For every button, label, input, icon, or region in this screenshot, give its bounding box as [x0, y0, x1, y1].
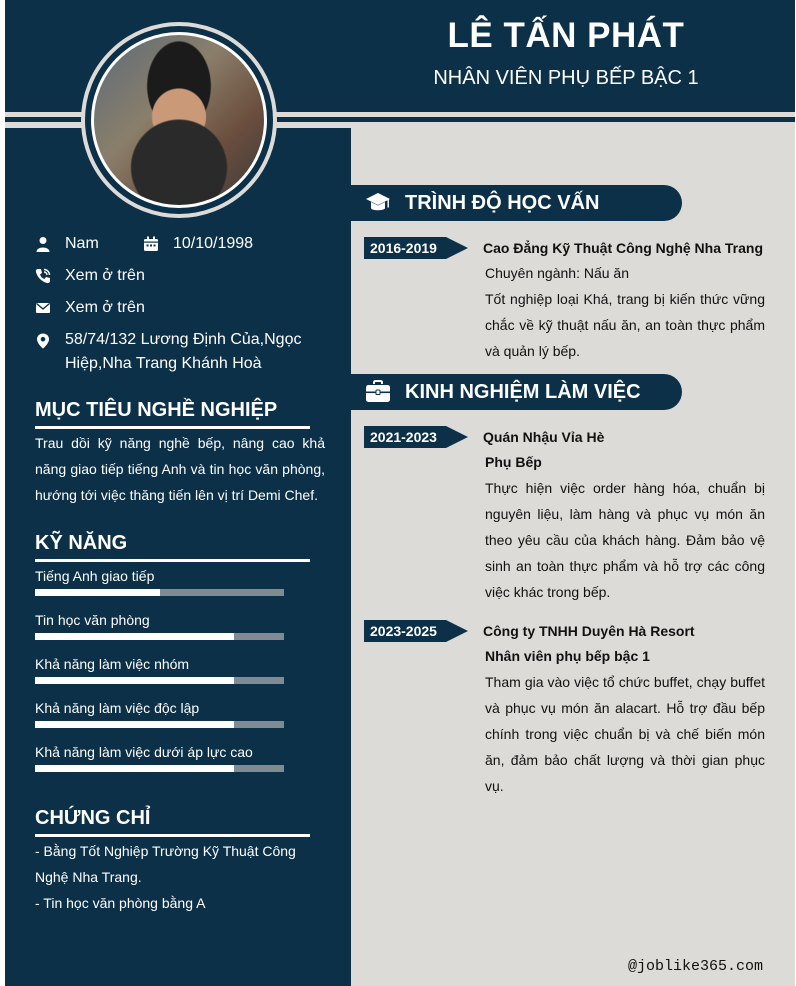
calendar-icon [143, 236, 159, 252]
avatar-frame [81, 22, 277, 218]
candidate-role: NHÂN VIÊN PHỤ BẾP BẬC 1 [433, 67, 699, 89]
gender-value: Nam [65, 235, 99, 252]
experience-banner [351, 374, 682, 410]
skill-bar-fill [35, 589, 160, 596]
birthday-value: 10/10/1998 [173, 235, 254, 252]
job-date: 2023-2025 [370, 623, 437, 639]
certificates-title: CHỨNG CHỈ [35, 807, 151, 829]
skill-name: Khả năng làm việc nhóm [35, 656, 190, 672]
education-title: TRÌNH ĐỘ HỌC VẤN [405, 192, 600, 214]
education-banner [351, 185, 682, 221]
skills-underline [35, 559, 310, 562]
avatar [91, 32, 267, 208]
experience-title: KINH NGHIỆM LÀM VIỆC [405, 381, 641, 403]
job-company: Công ty TNHH Duyên Hà Resort [483, 623, 695, 639]
certificate-item: - Tin học văn phòng bằng A [35, 895, 206, 911]
skill-bar-track [35, 765, 284, 772]
job-date-tag [364, 620, 468, 642]
skill-bar-track [35, 589, 284, 596]
education-description: Tốt nghiệp loại Khá, trang bị kiến thức vững chắc về kỹ thuật nấu ăn, an toàn thực phẩm và quản lý bếp. [485, 291, 765, 359]
education-date-tag [364, 237, 468, 259]
user-icon [35, 236, 51, 252]
briefcase-icon [365, 380, 391, 404]
email-value: Xem ở trên [65, 299, 145, 316]
certificate-item: - Bằng Tốt Nghiệp Trường Kỹ Thuật Công Nghệ Nha Trang. [35, 843, 296, 885]
cv-page [5, 0, 795, 986]
watermark-text: @joblike365.com [627, 958, 763, 975]
skill-bar-fill [35, 633, 234, 640]
phone-value: Xem ở trên [65, 267, 145, 284]
job-description: Thực hiện việc order hàng hóa, chuẩn bị nguyên liệu, làm hàng và phục vụ món ăn theo yêu cầu của khách hàng. Đảm bảo vệ sinh an toàn thực phẩm và hỗ trợ các công việc khác trong bếp. [485, 480, 765, 600]
skill-name: Tin học văn phòng [35, 612, 150, 628]
job-position: Nhân viên phụ bếp bậc 1 [485, 648, 650, 664]
job-date-tag [364, 426, 468, 448]
skill-name: Khả năng làm việc độc lập [35, 700, 200, 716]
objective-title: MỤC TIÊU NGHỀ NGHIỆP [35, 399, 278, 421]
education-date: 2016-2019 [370, 240, 437, 256]
skill-bar-fill [35, 765, 234, 772]
phone-icon [35, 268, 51, 284]
job-company: Quán Nhậu Vỉa Hè [483, 429, 605, 445]
skill-bar-fill [35, 721, 234, 728]
objective-text: Trau dồi kỹ năng nghề bếp, nâng cao khả năng giao tiếp tiếng Anh và tin học văn phòng, hướng tới việc thăng tiến lên vị trí Demi Chef. [35, 435, 325, 503]
job-position: Phụ Bếp [485, 454, 542, 470]
job-description: Tham gia vào việc tổ chức buffet, chạy buffet và phục vụ món ăn alacart. Hỗ trợ đầu bếp chính trong việc chuẩn bị và chế biến món ăn, đảm bảo chất lượng và thời gian phục vụ. [485, 674, 765, 794]
location-pin-icon [35, 333, 51, 349]
certificates-underline [35, 834, 310, 837]
skill-bar-track [35, 677, 284, 684]
objective-underline [35, 426, 310, 429]
skill-bar-track [35, 633, 284, 640]
job-date: 2021-2023 [370, 429, 437, 445]
skill-bar-track [35, 721, 284, 728]
skill-name: Khả năng làm việc dưới áp lực cao [35, 744, 253, 760]
education-school: Cao Đẳng Kỹ Thuật Công Nghệ Nha Trang [483, 240, 764, 256]
graduation-cap-icon [365, 191, 391, 215]
skills-title: KỸ NĂNG [35, 532, 128, 554]
skill-bar-fill [35, 677, 234, 684]
education-major: Chuyên ngành: Nấu ăn [485, 265, 629, 281]
address-value: 58/74/132 Lương Định Của,Ngọc Hiệp,Nha Trang Khánh Hoà [65, 331, 302, 372]
envelope-icon [35, 300, 51, 316]
skill-name: Tiếng Anh giao tiếp [35, 568, 155, 584]
candidate-name: LÊ TẤN PHÁT [447, 16, 685, 55]
